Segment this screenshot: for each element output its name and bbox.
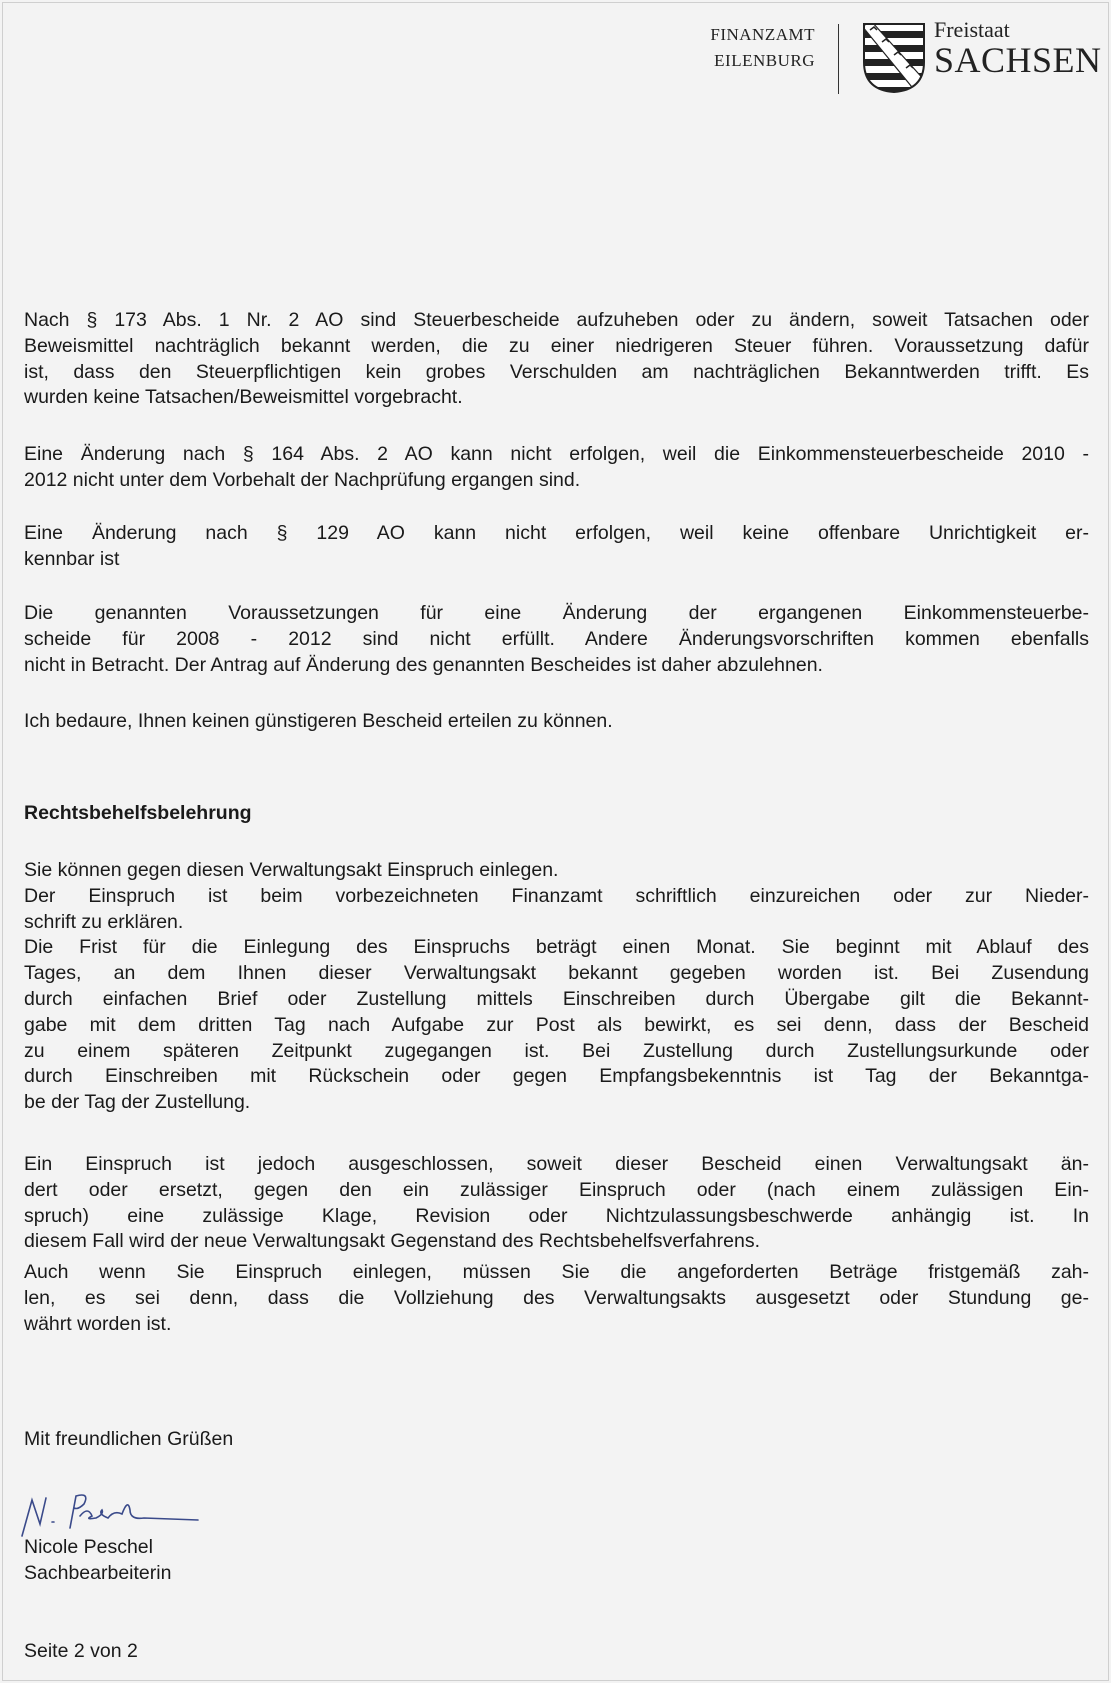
text-line: währt worden ist. (24, 1312, 172, 1335)
text-line: scheide für 2008 - 2012 sind nicht erfüllt. Andere Änderungsvorschriften kommen ebenfalls (24, 627, 1089, 650)
paragraph-173 (24, 308, 1089, 411)
text-line: gabe mit dem dritten Tag nach Aufgabe zur Post als bewirkt, es sei denn, dass der Bescheid (24, 1013, 1089, 1036)
paragraph-regret (24, 709, 1089, 735)
text-line: Ein Einspruch ist jedoch ausgeschlossen, soweit dieser Bescheid einen Verwaltungsakt än- (24, 1153, 1089, 1175)
text-line: Ich bedaure, Ihnen keinen günstigeren Bescheid erteilen zu können. (24, 710, 613, 732)
text-line: durch einfachen Brief oder Zustellung mittels Einschreiben durch Übergabe gilt die Bekannt- (24, 987, 1089, 1010)
legal-paragraph-3 (24, 1260, 1089, 1337)
text-line: zu einem späteren Zeitpunkt zugegangen ist. Bei Zustellung durch Zustellungsurkunde oder (24, 1039, 1089, 1062)
handwritten-signature (18, 1488, 208, 1538)
office-line-1: FINANZAMT (710, 25, 815, 44)
text-line: len, es sei denn, dass die Vollziehung des Verwaltungsakts ausgesetzt oder Stundung ge- (24, 1286, 1089, 1309)
signer-name: Nicole Peschel (24, 1536, 153, 1558)
text-line: Tages, an dem Ihnen dieser Verwaltungsakt bekannt gegeben worden ist. Bei Zusendung (24, 962, 1089, 985)
text-line: kennbar ist (24, 547, 120, 570)
state-line-1: Freistaat (934, 17, 1010, 42)
text-line: diesem Fall wird der neue Verwaltungsakt Gegenstand des Rechtsbehelfsverfahrens. (24, 1230, 760, 1253)
legal-paragraph-2 (24, 1152, 1089, 1255)
text-line: ist, dass den Steuerpflichtigen kein grobes Verschulden am nachträglichen Bekanntwerden trifft. Es (24, 360, 1089, 383)
text-line: Nach § 173 Abs. 1 Nr. 2 AO sind Steuerbescheide aufzuheben oder zu ändern, soweit Tatsachen oder (24, 309, 1089, 331)
text-line: schrift zu erklären. (24, 910, 184, 933)
state-name (934, 18, 1102, 78)
text-line: nicht in Betracht. Der Antrag auf Änderung des genannten Bescheides ist daher abzulehnen. (24, 653, 823, 676)
saxony-coat-of-arms-icon (862, 22, 926, 94)
text-line: Auch wenn Sie Einspruch einlegen, müssen Sie die angeforderten Beträge fristgemäß zah- (24, 1261, 1089, 1283)
text-line: Eine Änderung nach § 164 Abs. 2 AO kann nicht erfolgen, weil die Einkommensteuerbescheide 2010 - (24, 443, 1089, 465)
state-line-2: SACHSEN (934, 40, 1102, 80)
text-line: dert oder ersetzt, gegen den ein zulässiger Einspruch oder (nach einem zulässigen Ein- (24, 1178, 1089, 1201)
text-line: Eine Änderung nach § 129 AO kann nicht erfolgen, weil keine offenbare Unrichtigkeit er- (24, 522, 1089, 544)
section-heading: Rechtsbehelfsbelehrung (24, 802, 252, 824)
text-line: Beweismittel nachträglich bekannt werden, die zu einer niedrigeren Steuer führen. Voraussetzung dafür (24, 334, 1089, 357)
page-number: Seite 2 von 2 (24, 1640, 138, 1662)
text-line: Die genannten Voraussetzungen für eine Änderung der ergangenen Einkommensteuerbe- (24, 602, 1089, 624)
tax-office-name (700, 22, 815, 74)
closing-salutation: Mit freundlichen Grüßen (24, 1428, 234, 1450)
signer-block (24, 1535, 1089, 1587)
text-line: durch Einschreiben mit Rückschein oder gegen Empfangsbekenntnis ist Tag der Bekanntga- (24, 1065, 1089, 1088)
text-line: wurden keine Tatsachen/Beweismittel vorgebracht. (24, 386, 463, 409)
legal-paragraph-1 (24, 858, 1089, 1116)
paragraph-164 (24, 442, 1089, 494)
signer-title: Sachbearbeiterin (24, 1561, 172, 1584)
paragraph-129 (24, 521, 1089, 573)
text-line: spruch) eine zulässige Klage, Revision oder Nichtzulassungsbeschwerde anhängig ist. In (24, 1204, 1089, 1227)
header-divider (838, 24, 839, 94)
text-line: 2012 nicht unter dem Vorbehalt der Nachprüfung ergangen sind. (24, 468, 581, 491)
text-line: Der Einspruch ist beim vorbezeichneten Finanzamt schriftlich einzureichen oder zur Nieder- (24, 884, 1089, 907)
text-line: Die Frist für die Einlegung des Einspruchs beträgt einen Monat. Sie beginnt mit Ablauf des (24, 936, 1089, 959)
text-line: be der Tag der Zustellung. (24, 1091, 251, 1114)
paragraph-conclusion (24, 601, 1089, 678)
text-line: Sie können gegen diesen Verwaltungsakt Einspruch einlegen. (24, 859, 559, 881)
office-line-2: EILENBURG (714, 51, 815, 70)
